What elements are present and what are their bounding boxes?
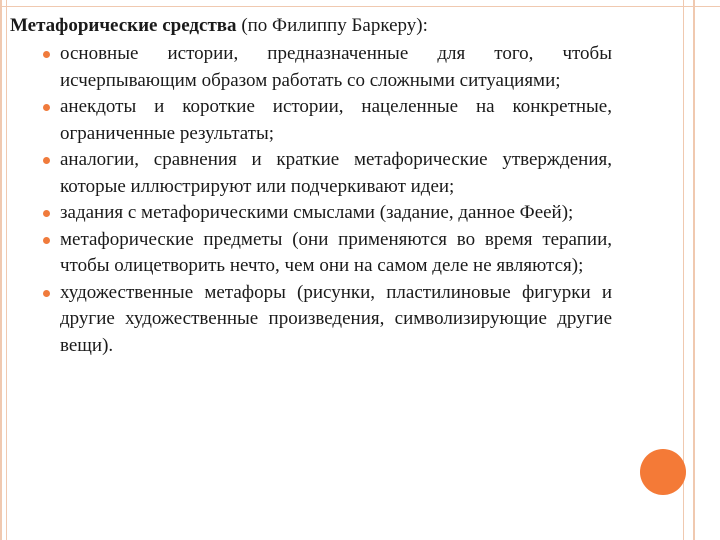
frame-line-right-outer — [693, 0, 695, 540]
list-item — [10, 227, 612, 280]
bullet-icon — [43, 210, 50, 217]
list-item-text: метафорические предметы (они применяются во время терапии, чтобы олицетворить нечто, чем они на самом деле не являются); — [60, 228, 612, 276]
frame-line-left-outer — [0, 0, 2, 540]
list-item — [10, 94, 612, 147]
title-rest-part: (по Филиппу Баркеру): — [236, 15, 428, 36]
list-item-text: художественные метафоры (рисунки, пластилиновые фигурки и другие художественные произведения, символизирующие другие вещи). — [60, 281, 612, 356]
frame-line-left-inner — [6, 0, 7, 540]
bullet-icon — [43, 104, 50, 111]
list-item — [10, 41, 612, 94]
list-item — [10, 280, 612, 360]
list-item-text: аналогии, сравнения и краткие метафорические утверждения, которые иллюстрируют или подчеркивают идеи; — [60, 149, 612, 197]
bullet-icon — [43, 237, 50, 244]
decorative-circle — [640, 449, 686, 495]
title-bold-part: Метафорические средства — [10, 15, 237, 36]
list-item-text: задания с метафорическими смыслами (задание, данное Феей); — [60, 202, 574, 223]
bullet-icon — [43, 157, 50, 164]
bullet-icon — [43, 51, 50, 58]
slide-content — [10, 13, 612, 359]
list-item — [10, 200, 612, 227]
frame-line-right-inner — [683, 0, 684, 540]
list-item-text: анекдоты и короткие истории, нацеленные на конкретные, ограниченные результаты; — [60, 96, 612, 144]
list-item-text: основные истории, предназначенные для того, чтобы исчерпывающим образом работать со сложными ситуациями; — [60, 43, 612, 91]
bullet-list — [10, 41, 612, 359]
list-item — [10, 147, 612, 200]
frame-line-top — [0, 6, 720, 7]
bullet-icon — [43, 290, 50, 297]
slide-title — [10, 13, 612, 39]
